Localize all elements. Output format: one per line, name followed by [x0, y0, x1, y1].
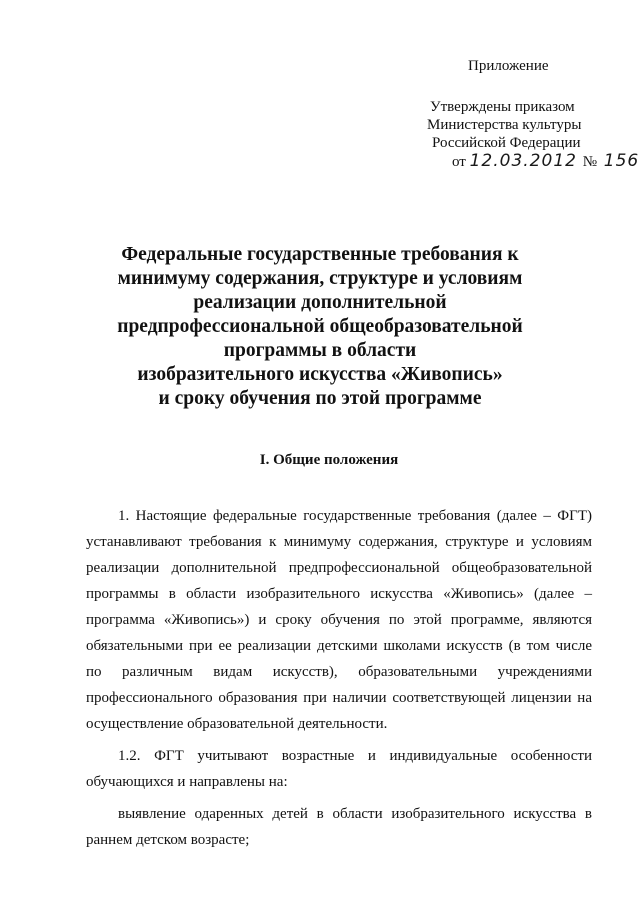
- title-line: программы в области: [223, 340, 417, 361]
- text-line: 1.2. ФГТ учитывают возрастные и индивидуальные особенности: [118, 748, 592, 764]
- title-line: и сроку обучения по этой программе: [158, 388, 482, 409]
- order-date-line: [452, 152, 639, 171]
- title-line: предпрофессиональной общеобразовательной: [117, 316, 523, 337]
- approval-line: Российской Федерации: [432, 135, 581, 151]
- title-line: реализации дополнительной: [193, 292, 447, 313]
- body-text: [86, 503, 592, 853]
- text-line: осуществление образовательной деятельности.: [86, 716, 388, 732]
- handwritten-date: 12.03.2012: [469, 151, 577, 171]
- text-line: обязательными при ее реализации детскими школами искусств (в том числе: [86, 638, 592, 654]
- approval-line: Министерства культуры: [427, 117, 582, 133]
- text-line: устанавливают требования к минимуму содержания, структуре и условиям: [86, 534, 592, 550]
- text-line: профессионального образования при наличии соответствующей лицензии на: [86, 690, 592, 706]
- section-heading: I. Общие положения: [259, 452, 399, 468]
- title-line: изобразительного искусства «Живопись»: [137, 364, 503, 385]
- paragraph: [86, 801, 592, 853]
- title-line: Федеральные государственные требования к: [121, 244, 519, 265]
- number-sign: №: [582, 154, 598, 170]
- title-line: минимуму содержания, структуре и условиям: [117, 268, 523, 289]
- approval-block: [427, 98, 640, 171]
- text-line: по различным видам искусств), образовательными учреждениями: [86, 664, 592, 680]
- approval-line: Утверждены приказом: [430, 99, 575, 115]
- appendix-label: Приложение: [468, 58, 549, 74]
- text-line: выявление одаренных детей в области изобразительного искусства в: [118, 806, 592, 822]
- text-line: раннем детском возрасте;: [86, 832, 250, 848]
- text-line: программы в области изобразительного искусства «Живопись» (далее –: [86, 586, 592, 602]
- document-title: [60, 243, 580, 411]
- text-line: обучающихся и направлены на:: [86, 774, 288, 790]
- text-line: программа «Живопись») и сроку обучения по этой программе, являются: [86, 612, 592, 628]
- text-line: 1. Настоящие федеральные государственные требования (далее – ФГТ): [118, 508, 592, 524]
- paragraph: [86, 503, 592, 737]
- paragraph: [86, 743, 592, 795]
- date-prefix: от: [452, 154, 466, 170]
- handwritten-order-number: 156: [603, 151, 640, 171]
- text-line: реализации дополнительной предпрофессиональной общеобразовательной: [86, 560, 592, 576]
